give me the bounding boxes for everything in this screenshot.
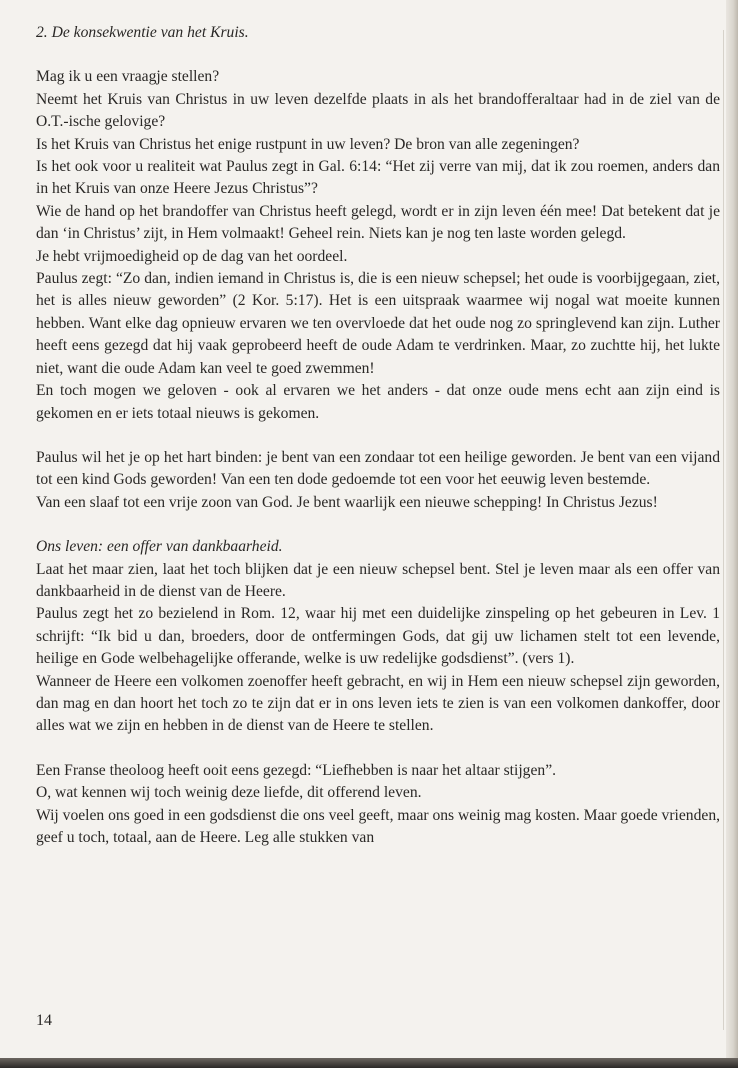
- opposite-page-edge: [726, 0, 738, 1068]
- paragraph-block-1: [36, 66, 720, 425]
- paragraph: Paulus zegt het zo bezielend in Rom. 12, waar hij met een duidelijke zinspeling op het gebeuren in Lev. 1 schrijft: “Ik bid u dan, broeders, door de ontfermingen Gods, dat gij uw lichamen stelt tot een levende, heilige en Gode welbehagelijke offerande, welke is uw redelijke godsdienst”. (vers 1).: [36, 605, 720, 668]
- subheading: Ons leven: een offer van dankbaarheid.: [36, 538, 283, 556]
- paragraph: Wanneer de Heere een volkomen zoenoffer heeft gebracht, en wij in Hem een nieuw schepsel zijn geworden, dan mag en dan hoort het toch zo te zijn dat er in ons leven iets te zien is van een volkomen dankoffer, door alles wat we zijn en hebben in de dienst van de Heere te stellen.: [36, 672, 720, 735]
- paragraph-block-2: [36, 447, 720, 514]
- paragraph: Van een slaaf tot een vrije zoon van God. Je bent waarlijk een nieuwe schepping! In Christus Jezus!: [36, 493, 658, 511]
- bottom-shadow: [0, 1058, 738, 1068]
- paragraph: Paulus wil het je op het hart binden: je bent van een zondaar tot een heilige geworden. Je bent van een vijand tot een kind Gods geworden! Van een ten dode gedoemde tot een voor het eeuwig leven bestemde.: [36, 448, 720, 489]
- spacer: [36, 738, 720, 760]
- spacer: [36, 514, 720, 536]
- paragraph: Laat het maar zien, laat het toch blijken dat je een nieuw schepsel bent. Stel je leven maar als een offer van dankbaarheid in de dienst van de Heere.: [36, 560, 720, 600]
- paragraph: Wij voelen ons goed in een godsdienst die ons veel geeft, maar ons weinig mag kosten. Maar goede vrienden, geef u toch, totaal, aan de Heere. Leg alle stukken van: [36, 806, 721, 846]
- spacer: [36, 44, 720, 66]
- paragraph: Is het ook voor u realiteit wat Paulus zegt in Gal. 6:14: “Het zij verre van mij, dat ik zou roemen, anders dan in het Kruis van onze Heere Jezus Christus”?: [36, 158, 720, 198]
- section-heading: 2. De konsekwentie van het Kruis.: [36, 24, 249, 41]
- paragraph: Is het Kruis van Christus het enige rustpunt in uw leven? De bron van alle zegeningen?: [36, 135, 580, 153]
- page-number: 14: [36, 1012, 52, 1029]
- paragraph: Paulus zegt: “Zo dan, indien iemand in Christus is, die is een nieuw schepsel; het oude is voorbijgegaan, ziet, het is alles nieuw geworden” (2 Kor. 5:17). Het is een uitspraak waarmee wij nogal wat moeite kunnen hebben. Want elke dag opnieuw ervaren we ten overvloede dat het oude nog zo springlevend kan zijn. Luther heeft eens gezegd dat hij vaak geprobeerd heeft de oude Adam te verdrinken. Maar, zo zuchtte hij, het lukte niet, want die oude Adam kan veel te goed zwemmen!: [36, 270, 720, 377]
- spacer: [36, 425, 720, 447]
- paragraph-block-4: [36, 760, 720, 850]
- page-gutter-line: [723, 30, 724, 1030]
- paragraph: Neemt het Kruis van Christus in uw leven dezelfde plaats in als het brandofferaltaar had in de ziel van de O.T.-ische gelovige?: [36, 90, 720, 131]
- paragraph: Mag ik u een vraagje stellen?: [36, 68, 220, 86]
- paragraph-block-3: [36, 559, 720, 738]
- paragraph: O, wat kennen wij toch weinig deze liefde, dit offerend leven.: [36, 784, 422, 802]
- page-body: [36, 22, 720, 849]
- paragraph: Wie de hand op het brandoffer van Christus heeft gelegd, wordt er in zijn leven één mee! Dat betekent dat je dan ‘in Christus’ zijt, in Hem volmaakt! Geheel rein. Niets kan je nog ten laste worden gelegd.: [36, 202, 720, 243]
- paragraph: Een Franse theoloog heeft ooit eens gezegd: “Liefhebben is naar het altaar stijgen”.: [36, 761, 557, 779]
- paragraph: En toch mogen we geloven - ook al ervaren we het anders - dat onze oude mens echt aan zijn eind is gekomen en er iets totaal nieuws is gekomen.: [36, 382, 720, 422]
- paragraph: Je hebt vrijmoedigheid op de dag van het oordeel.: [36, 247, 348, 265]
